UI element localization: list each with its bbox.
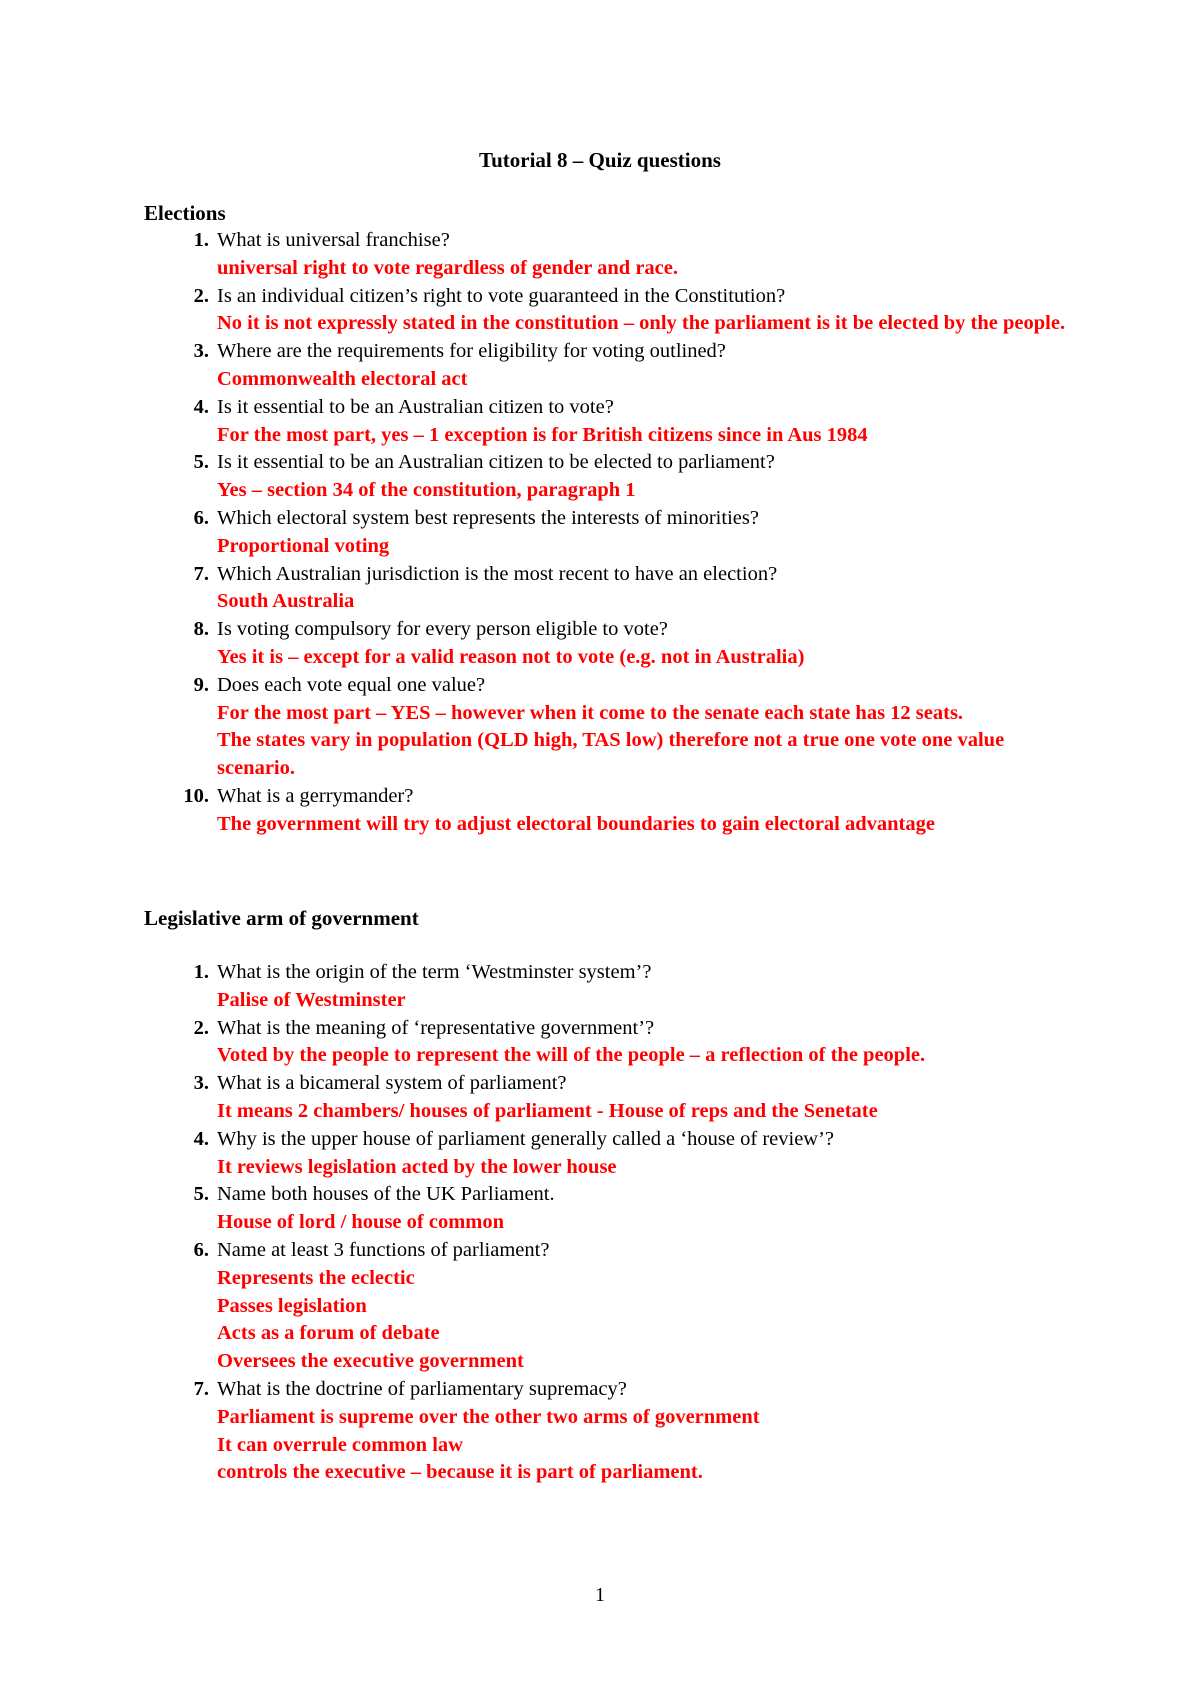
legislative-question-list: [144, 959, 1084, 1487]
question-item: [144, 338, 1084, 394]
question-number: 7.: [193, 1377, 209, 1400]
question-number: 5.: [193, 451, 209, 474]
question-text: What is the meaning of ‘representative government’?: [217, 1016, 655, 1039]
question-number: 5.: [193, 1183, 209, 1206]
question-item: [144, 1376, 1084, 1487]
question-number: 8.: [193, 618, 209, 641]
page-number: 1: [595, 1584, 605, 1606]
answer-text: Palise of Westminster: [217, 988, 406, 1011]
question-item: [144, 616, 1084, 672]
answer-text: controls the executive – because it is part of parliament.: [217, 1461, 703, 1484]
question-number: 6.: [193, 1238, 209, 1261]
question-item: [144, 283, 1084, 339]
question-text: Does each vote equal one value?: [217, 673, 486, 696]
question-item: [144, 1015, 1084, 1071]
question-text: Name both houses of the UK Parliament.: [217, 1183, 555, 1206]
section-heading-elections: Elections: [144, 201, 226, 225]
question-number: 1.: [193, 961, 209, 983]
answer-text: The government will try to adjust electoral boundaries to gain electoral advantage: [217, 812, 935, 835]
question-number: 3.: [193, 1072, 209, 1095]
question-item: [144, 561, 1084, 617]
question-text: What is a gerrymander?: [217, 784, 414, 807]
question-text: What is universal franchise?: [217, 229, 450, 251]
question-item: [144, 1237, 1084, 1376]
question-number: 6.: [193, 506, 209, 529]
answer-text: The states vary in population (QLD high, TAS low) therefore not a true one vote one value scenario.: [217, 729, 1005, 780]
question-text: What is the origin of the term ‘Westminster system’?: [217, 961, 652, 983]
question-text: Is voting compulsory for every person eligible to vote?: [217, 618, 668, 641]
answer-text: It can overrule common law: [217, 1433, 463, 1456]
answer-text: universal right to vote regardless of gender and race.: [217, 256, 678, 279]
question-number: 4.: [193, 1127, 209, 1150]
answer-text: Parliament is supreme over the other two arms of government: [217, 1405, 760, 1428]
page-title: Tutorial 8 – Quiz questions: [479, 148, 721, 172]
question-number: 9.: [193, 673, 209, 696]
answer-text: Proportional voting: [217, 534, 390, 557]
answer-text: It means 2 chambers/ houses of parliament - House of reps and the Senetate: [217, 1099, 878, 1122]
section-heading-legislative: Legislative arm of government: [144, 906, 419, 930]
question-item: [144, 1070, 1084, 1126]
question-number: 1.: [193, 229, 209, 251]
question-number: 2.: [193, 1016, 209, 1039]
answer-text: House of lord / house of common: [217, 1211, 504, 1234]
answer-text: South Australia: [217, 590, 355, 613]
answer-text: Yes – section 34 of the constitution, paragraph 1: [217, 479, 636, 502]
question-text: What is a bicameral system of parliament?: [217, 1072, 567, 1095]
question-text: Which electoral system best represents the interests of minorities?: [217, 506, 759, 529]
answer-text: Oversees the executive government: [217, 1350, 524, 1373]
question-item: [144, 1126, 1084, 1182]
question-number: 3.: [193, 340, 209, 363]
answer-text: Represents the eclectic: [217, 1266, 415, 1289]
question-text: What is the doctrine of parliamentary supremacy?: [217, 1377, 627, 1400]
question-item: [144, 959, 1084, 1015]
question-item: [144, 505, 1084, 561]
answer-text: For the most part, yes – 1 exception is for British citizens since in Aus 1984: [217, 423, 868, 446]
question-item: [144, 394, 1084, 450]
question-text: Why is the upper house of parliament generally called a ‘house of review’?: [217, 1127, 835, 1150]
answer-text: Voted by the people to represent the will of the people – a reflection of the people.: [217, 1044, 926, 1067]
question-item: [144, 449, 1084, 505]
question-number: 10.: [183, 784, 209, 807]
answer-text: It reviews legislation acted by the lower house: [217, 1155, 617, 1178]
question-number: 2.: [193, 284, 209, 307]
question-text: Is it essential to be an Australian citizen to vote?: [217, 395, 614, 418]
answer-text: For the most part – YES – however when it come to the senate each state has 12 seats.: [217, 701, 964, 724]
question-item: [144, 783, 1084, 839]
question-text: Which Australian jurisdiction is the most recent to have an election?: [217, 562, 778, 585]
answer-text: Passes legislation: [217, 1294, 367, 1317]
answer-text: No it is not expressly stated in the constitution – only the parliament is it be elected by the people.: [217, 312, 1066, 335]
answer-text: Commonwealth electoral act: [217, 367, 468, 390]
question-item: [144, 672, 1084, 783]
answer-text: Yes it is – except for a valid reason not to vote (e.g. not in Australia): [217, 645, 805, 668]
question-number: 7.: [193, 562, 209, 585]
question-text: Is it essential to be an Australian citizen to be elected to parliament?: [217, 451, 775, 474]
question-text: Is an individual citizen’s right to vote guaranteed in the Constitution?: [217, 284, 786, 307]
answer-text: Acts as a forum of debate: [217, 1322, 440, 1345]
question-text: Where are the requirements for eligibility for voting outlined?: [217, 340, 726, 363]
elections-question-list: [144, 227, 1084, 839]
question-item: [144, 1181, 1084, 1237]
question-item: [144, 227, 1084, 283]
question-text: Name at least 3 functions of parliament?: [217, 1238, 550, 1261]
question-number: 4.: [193, 395, 209, 418]
